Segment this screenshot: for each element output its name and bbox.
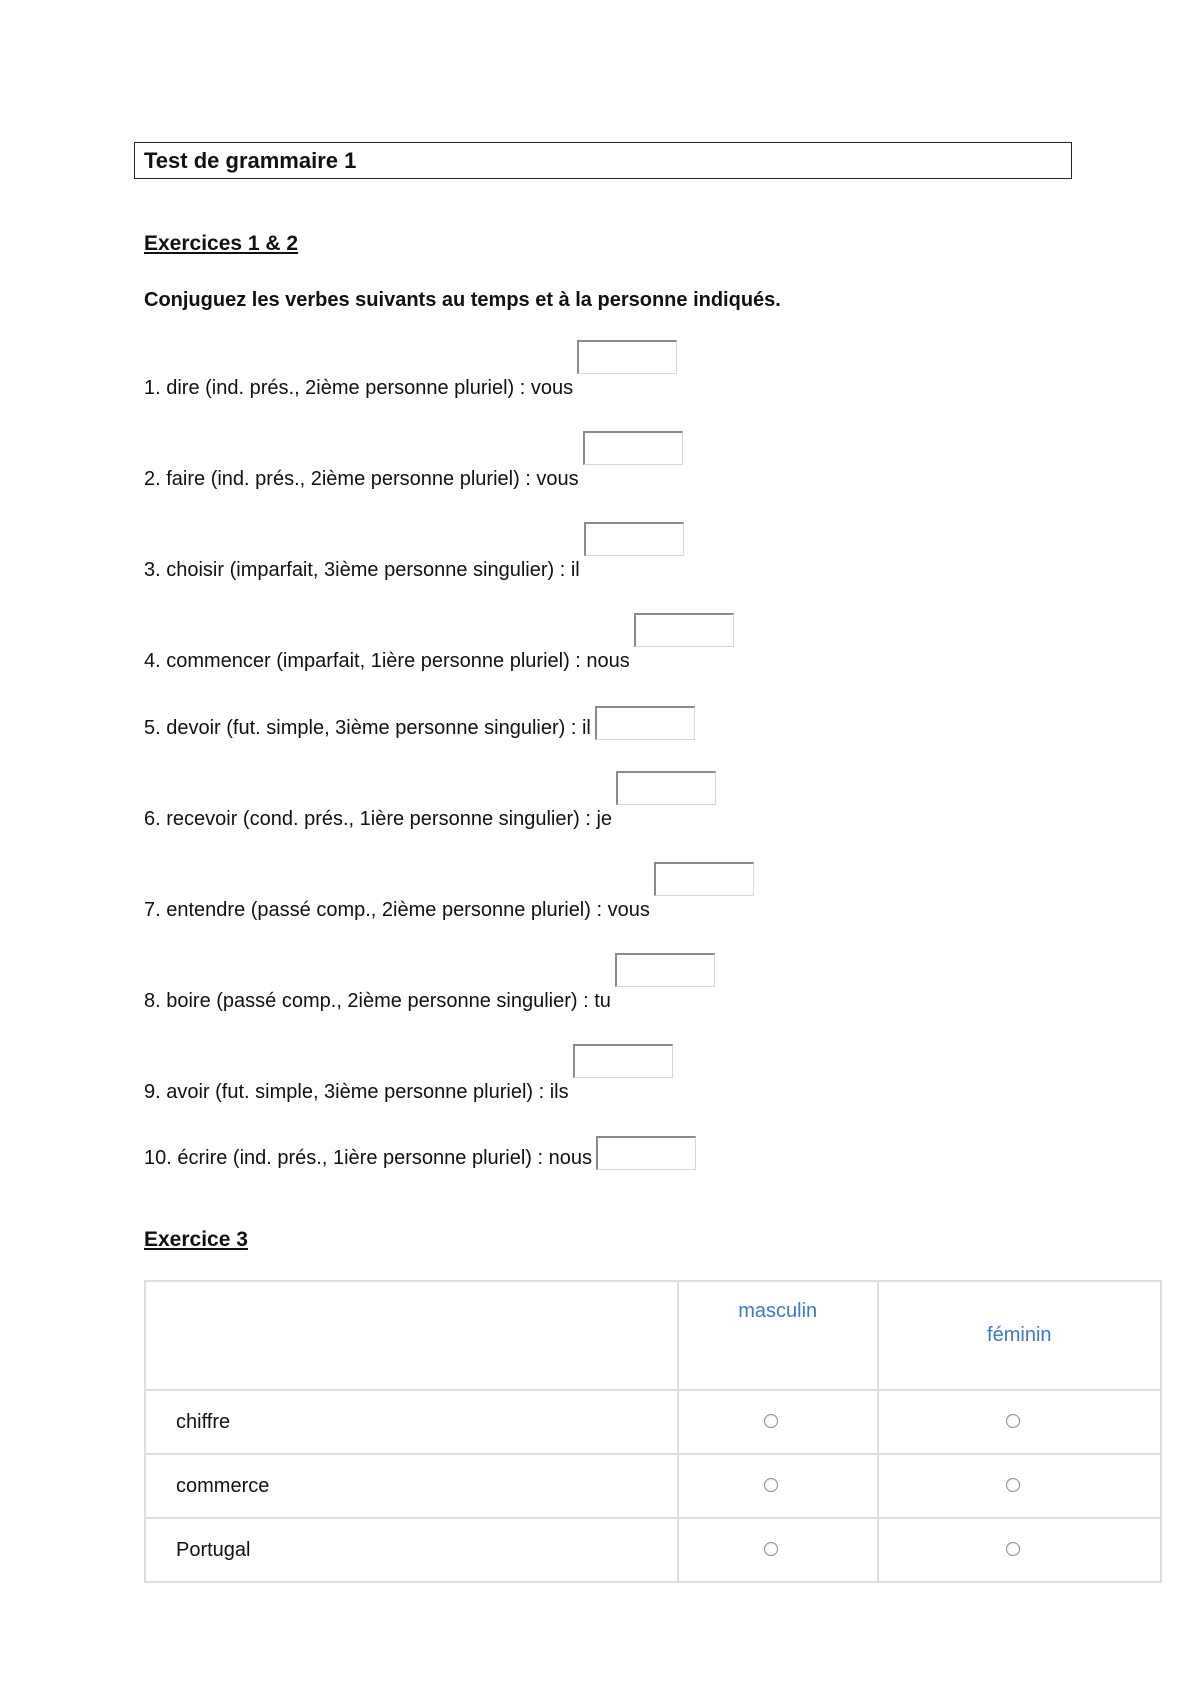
question-label: 3. choisir (imparfait, 3ième personne singulier) : il [144, 559, 580, 581]
header-empty [145, 1281, 678, 1390]
feminin-cell [878, 1454, 1161, 1518]
feminin-radio[interactable] [1006, 1478, 1020, 1492]
question-row [144, 522, 684, 582]
answer-input[interactable] [634, 613, 734, 647]
answer-input[interactable] [573, 1044, 673, 1078]
question-label: 4. commencer (imparfait, 1ière personne pluriel) : nous [144, 650, 630, 672]
feminin-cell [878, 1518, 1161, 1582]
question-row [144, 1110, 696, 1170]
exercises-1-2-heading: Exercices 1 & 2 [144, 232, 299, 255]
word-cell: commerce [145, 1454, 678, 1518]
answer-input[interactable] [595, 706, 695, 740]
answer-input[interactable] [616, 771, 716, 805]
question-label: 8. boire (passé comp., 2ième personne singulier) : tu [144, 990, 611, 1012]
masculin-radio[interactable] [764, 1414, 778, 1428]
header-feminin: féminin [878, 1281, 1161, 1390]
answer-input[interactable] [596, 1136, 696, 1170]
question-label: 5. devoir (fut. simple, 3ième personne singulier) : il [144, 717, 591, 739]
answer-input[interactable] [654, 862, 754, 896]
masculin-cell [678, 1454, 878, 1518]
table-header-row [145, 1281, 1161, 1390]
question-row [144, 340, 677, 400]
masculin-cell [678, 1518, 878, 1582]
feminin-radio[interactable] [1006, 1542, 1020, 1556]
feminin-radio[interactable] [1006, 1414, 1020, 1428]
table-row [145, 1518, 1161, 1582]
answer-input[interactable] [615, 953, 715, 987]
document-title: Test de grammaire 1 [134, 142, 1072, 179]
masculin-cell [678, 1390, 878, 1454]
word-cell: Portugal [145, 1518, 678, 1582]
question-label: 2. faire (ind. prés., 2ième personne pluriel) : vous [144, 468, 579, 490]
question-row [144, 1044, 673, 1104]
question-label: 1. dire (ind. prés., 2ième personne pluriel) : vous [144, 377, 574, 399]
question-label: 9. avoir (fut. simple, 3ième personne pluriel) : ils [144, 1081, 569, 1103]
masculin-radio[interactable] [764, 1478, 778, 1492]
feminin-cell [878, 1390, 1161, 1454]
question-row [144, 953, 715, 1013]
gender-table [144, 1280, 1162, 1583]
question-row [144, 862, 754, 922]
question-row [144, 771, 716, 831]
question-label: 6. recevoir (cond. prés., 1ière personne singulier) : je [144, 808, 613, 830]
question-label: 7. entendre (passé comp., 2ième personne pluriel) : vous [144, 899, 650, 921]
question-label: 10. écrire (ind. prés., 1ière personne pluriel) : nous [144, 1147, 593, 1169]
question-row [144, 680, 695, 740]
instruction-text: Conjuguez les verbes suivants au temps et à la personne indiqués. [144, 289, 781, 311]
header-masculin: masculin [678, 1281, 878, 1390]
table-row [145, 1454, 1161, 1518]
exercise-3-heading: Exercice 3 [144, 1228, 248, 1251]
answer-input[interactable] [583, 431, 683, 465]
question-row [144, 431, 683, 491]
answer-input[interactable] [577, 340, 677, 374]
answer-input[interactable] [584, 522, 684, 556]
question-row [144, 613, 734, 673]
masculin-radio[interactable] [764, 1542, 778, 1556]
table-row [145, 1390, 1161, 1454]
word-cell: chiffre [145, 1390, 678, 1454]
